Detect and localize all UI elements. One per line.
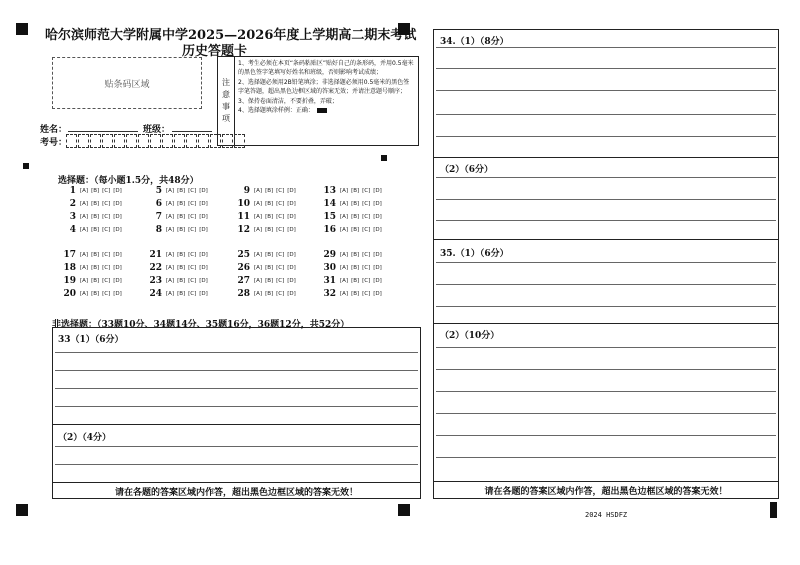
answer-bubble[interactable]: [D] bbox=[373, 252, 382, 258]
answer-bubble[interactable]: [A] bbox=[166, 188, 175, 194]
question-number: 13 bbox=[323, 186, 336, 196]
answer-line[interactable] bbox=[436, 199, 776, 200]
answer-bubble[interactable]: [B] bbox=[351, 188, 360, 194]
answer-line[interactable] bbox=[436, 413, 776, 414]
answer-bubble[interactable]: [B] bbox=[177, 265, 186, 271]
exam-id-cell[interactable] bbox=[114, 134, 125, 148]
answer-bubble[interactable]: [B] bbox=[265, 252, 274, 258]
answer-bubble[interactable]: [D] bbox=[287, 291, 296, 297]
question-number: 31 bbox=[323, 276, 336, 286]
answer-bubble[interactable]: [A] bbox=[340, 252, 349, 258]
question-number: 29 bbox=[323, 250, 336, 260]
answer-bubble[interactable]: [D] bbox=[287, 201, 296, 207]
answer-line[interactable] bbox=[436, 306, 776, 307]
answer-bubble[interactable]: [C] bbox=[362, 278, 371, 284]
exam-id-cell[interactable] bbox=[66, 134, 77, 148]
mc-question bbox=[322, 276, 385, 286]
question-number: 21 bbox=[149, 250, 162, 260]
answer-bubble[interactable]: [D] bbox=[199, 265, 208, 271]
name-label: 姓名： bbox=[40, 125, 68, 135]
answer-bubble[interactable]: [A] bbox=[254, 265, 263, 271]
question-number: 23 bbox=[149, 276, 162, 286]
mc-question bbox=[62, 276, 125, 286]
answer-line[interactable] bbox=[436, 284, 776, 285]
answer-bubble[interactable]: [D] bbox=[373, 291, 382, 297]
answer-bubble[interactable]: [D] bbox=[287, 278, 296, 284]
registration-mark-small-mid bbox=[381, 155, 387, 161]
mc-question bbox=[322, 212, 385, 222]
answer-bubble[interactable]: [C] bbox=[102, 291, 111, 297]
answer-bubble[interactable]: [B] bbox=[351, 265, 360, 271]
answer-bubble[interactable]: [D] bbox=[113, 214, 122, 220]
mc-question bbox=[322, 263, 385, 273]
answer-bubble[interactable]: [A] bbox=[166, 278, 175, 284]
answer-bubble[interactable]: [D] bbox=[287, 227, 296, 233]
answer-bubble[interactable]: [D] bbox=[113, 188, 122, 194]
question-number: 30 bbox=[323, 263, 336, 273]
mc-question bbox=[236, 250, 299, 260]
answer-bubble[interactable]: [A] bbox=[166, 265, 175, 271]
question-number: 11 bbox=[237, 212, 250, 222]
mc-question bbox=[236, 263, 299, 273]
answer-bubble[interactable]: [D] bbox=[113, 265, 122, 271]
answer-bubble[interactable]: [D] bbox=[287, 214, 296, 220]
registration-mark-bottom-left bbox=[16, 504, 28, 516]
exam-id-cell[interactable] bbox=[78, 134, 89, 148]
answer-bubble[interactable]: [A] bbox=[80, 265, 89, 271]
answer-bubble[interactable]: [A] bbox=[340, 278, 349, 284]
answer-bubble[interactable]: [A] bbox=[340, 201, 349, 207]
question-number: 27 bbox=[237, 276, 250, 286]
mc-question bbox=[148, 212, 211, 222]
answer-line[interactable] bbox=[55, 464, 418, 465]
answer-bubble[interactable]: [D] bbox=[287, 265, 296, 271]
answer-bubble[interactable]: [C] bbox=[362, 188, 371, 194]
answer-bubble[interactable]: [C] bbox=[276, 291, 285, 297]
footer-divider bbox=[434, 481, 778, 482]
name-field[interactable] bbox=[68, 131, 138, 132]
mc-question bbox=[62, 199, 125, 209]
question-34-1-label: 34.（1）（8分） bbox=[440, 37, 509, 47]
answer-bubble[interactable]: [B] bbox=[351, 227, 360, 233]
answer-bubble[interactable]: [D] bbox=[199, 278, 208, 284]
answer-bubble[interactable]: [D] bbox=[113, 291, 122, 297]
answer-line[interactable] bbox=[436, 136, 776, 137]
answer-bubble[interactable]: [D] bbox=[287, 188, 296, 194]
answer-bubble[interactable]: [D] bbox=[199, 214, 208, 220]
notice-item: 3、保持卷面清洁，不要折叠，弄破； bbox=[238, 97, 338, 105]
answer-bubble[interactable]: [B] bbox=[351, 201, 360, 207]
answer-bubble[interactable]: [C] bbox=[362, 291, 371, 297]
mc-question bbox=[322, 250, 385, 260]
question-number: 25 bbox=[237, 250, 250, 260]
mc-question bbox=[148, 276, 211, 286]
registration-mark-bottom-right bbox=[770, 502, 777, 518]
question-number: 9 bbox=[243, 186, 250, 196]
question-number: 12 bbox=[237, 225, 250, 235]
answer-bubble[interactable]: [C] bbox=[102, 278, 111, 284]
answer-bubble[interactable]: [D] bbox=[113, 252, 122, 258]
answer-bubble[interactable]: [C] bbox=[188, 265, 197, 271]
answer-bubble[interactable]: [D] bbox=[373, 201, 382, 207]
section-divider bbox=[53, 424, 420, 425]
answer-bubble[interactable]: [B] bbox=[91, 278, 100, 284]
answer-bubble[interactable]: [A] bbox=[80, 278, 89, 284]
mc-question bbox=[236, 276, 299, 286]
answer-bubble[interactable]: [A] bbox=[254, 278, 263, 284]
answer-bubble[interactable]: [A] bbox=[340, 188, 349, 194]
question-number: 24 bbox=[149, 289, 162, 299]
answer-bubble[interactable]: [B] bbox=[265, 214, 274, 220]
answer-bubble[interactable]: [C] bbox=[276, 227, 285, 233]
answer-line[interactable] bbox=[436, 220, 776, 221]
answer-bubble[interactable]: [A] bbox=[340, 227, 349, 233]
answer-bubble[interactable]: [A] bbox=[166, 201, 175, 207]
mc-question bbox=[148, 199, 211, 209]
answer-bubble[interactable]: [C] bbox=[188, 252, 197, 258]
answer-bubble[interactable]: [C] bbox=[276, 214, 285, 220]
registration-mark-top-left bbox=[16, 23, 28, 35]
answer-bubble[interactable]: [C] bbox=[276, 252, 285, 258]
mc-question bbox=[322, 186, 385, 196]
question-number: 16 bbox=[323, 225, 336, 235]
answer-bubble[interactable]: [B] bbox=[91, 227, 100, 233]
question-number: 5 bbox=[155, 186, 162, 196]
answer-bubble[interactable]: [A] bbox=[254, 214, 263, 220]
mc-question bbox=[148, 289, 211, 299]
answer-line[interactable] bbox=[436, 114, 776, 115]
question-number: 15 bbox=[323, 212, 336, 222]
notice-box bbox=[217, 56, 419, 146]
section-divider bbox=[434, 239, 778, 240]
mc-question bbox=[62, 186, 125, 196]
multiple-choice-title: 选择题：（每小题1.5分，共48分） bbox=[58, 176, 199, 186]
answer-bubble[interactable]: [C] bbox=[102, 201, 111, 207]
notice-item: 1、考生必须在本页“条码粘贴区”贴好自己的条形码，并用0.5毫米的黑色签字笔填写好姓名和班级，否则影响考试成绩； bbox=[238, 60, 414, 77]
answer-bubble[interactable]: [C] bbox=[102, 214, 111, 220]
answer-bubble[interactable]: [C] bbox=[362, 201, 371, 207]
notice-item: 2、选择题必须用2B铅笔填涂；非选择题必须用0.5毫米的黑色签字笔答题，超出黑色边框区域的答案无效；并请注意题号顺序； bbox=[238, 78, 410, 96]
answer-bubble[interactable]: [D] bbox=[373, 278, 382, 284]
question-number: 18 bbox=[63, 263, 76, 273]
mc-question bbox=[148, 263, 211, 273]
question-number: 10 bbox=[237, 199, 250, 209]
exam-id-cell[interactable] bbox=[222, 134, 233, 148]
answer-bubble[interactable]: [A] bbox=[166, 291, 175, 297]
answer-bubble[interactable]: [C] bbox=[276, 201, 285, 207]
answer-bubble[interactable]: [C] bbox=[102, 265, 111, 271]
answer-bubble[interactable]: [B] bbox=[177, 278, 186, 284]
answer-bubble[interactable]: [D] bbox=[373, 188, 382, 194]
registration-mark-bottom-mid bbox=[398, 504, 410, 516]
answer-line[interactable] bbox=[436, 47, 776, 48]
mc-question bbox=[236, 186, 299, 196]
mc-question bbox=[62, 212, 125, 222]
mc-question bbox=[236, 212, 299, 222]
answer-bubble[interactable]: [B] bbox=[177, 291, 186, 297]
answer-bubble[interactable]: [B] bbox=[265, 188, 274, 194]
question-34-2-label: （2）（6分） bbox=[440, 165, 494, 175]
answer-bubble[interactable]: [B] bbox=[177, 188, 186, 194]
exam-subtitle: 历史答题卡 bbox=[182, 44, 248, 59]
answer-bubble[interactable]: [A] bbox=[166, 227, 175, 233]
answer-bubble[interactable]: [D] bbox=[287, 252, 296, 258]
answer-bubble[interactable]: [B] bbox=[351, 252, 360, 258]
question-number: 32 bbox=[323, 289, 336, 299]
mc-question bbox=[148, 186, 211, 196]
answer-bubble[interactable]: [B] bbox=[351, 214, 360, 220]
answer-bubble[interactable]: [C] bbox=[188, 278, 197, 284]
answer-bubble[interactable]: [B] bbox=[91, 214, 100, 220]
mc-question bbox=[62, 263, 125, 273]
answer-bubble[interactable]: [A] bbox=[80, 252, 89, 258]
answer-bubble[interactable]: [A] bbox=[80, 214, 89, 220]
answer-bubble[interactable]: [D] bbox=[199, 201, 208, 207]
answer-line[interactable] bbox=[436, 435, 776, 436]
footer-divider bbox=[53, 482, 420, 483]
answer-bubble[interactable]: [B] bbox=[177, 227, 186, 233]
exam-id-label: 考号： bbox=[40, 138, 68, 148]
question-number: 2 bbox=[69, 199, 76, 209]
mc-question bbox=[62, 225, 125, 235]
question-35-1-label: 35.（1）（6分） bbox=[440, 249, 509, 259]
section-divider bbox=[434, 323, 778, 324]
class-label: 班级： bbox=[143, 125, 171, 135]
exam-title: 哈尔滨师范大学附属中学2025—2026年度上学期高二期末考试 bbox=[45, 28, 417, 43]
question-number: 8 bbox=[155, 225, 162, 235]
section-divider bbox=[434, 157, 778, 158]
answer-bubble[interactable]: [B] bbox=[265, 201, 274, 207]
question-number: 6 bbox=[155, 199, 162, 209]
mc-question bbox=[148, 225, 211, 235]
answer-bubble[interactable]: [B] bbox=[265, 278, 274, 284]
answer-line[interactable] bbox=[436, 68, 776, 69]
question-number: 26 bbox=[237, 263, 250, 273]
exam-id-cells[interactable] bbox=[66, 134, 246, 148]
answer-bubble[interactable]: [C] bbox=[362, 265, 371, 271]
answer-bubble[interactable]: [C] bbox=[102, 188, 111, 194]
footer-warning: 请在各题的答案区域内作答，超出黑色边框区域的答案无效！ bbox=[114, 488, 358, 498]
footer-warning: 请在各题的答案区域内作答，超出黑色边框区域的答案无效！ bbox=[484, 487, 728, 497]
barcode-area: 贴条码区域 bbox=[52, 57, 202, 109]
exam-id-cell[interactable] bbox=[198, 134, 209, 148]
exam-id-cell[interactable] bbox=[162, 134, 173, 148]
answer-panel-q34-q35 bbox=[433, 29, 779, 499]
mc-question bbox=[62, 250, 125, 260]
question-35-2-label: （2）（10分） bbox=[440, 331, 500, 341]
answer-bubble[interactable]: [A] bbox=[80, 188, 89, 194]
page-code: 2024 HSDFZ bbox=[585, 511, 628, 519]
exam-id-cell[interactable] bbox=[126, 134, 137, 148]
essay-section-title: 非选择题：（33题10分、34题14分、35题16分，36题12分，共52分） bbox=[52, 320, 350, 330]
question-number: 19 bbox=[63, 276, 76, 286]
notice-item: 4、选择题填涂样例：正确： bbox=[238, 106, 414, 115]
answer-bubble[interactable]: [A] bbox=[80, 291, 89, 297]
answer-bubble[interactable]: [B] bbox=[177, 252, 186, 258]
answer-bubble[interactable]: [C] bbox=[102, 252, 111, 258]
answer-line[interactable] bbox=[436, 369, 776, 370]
answer-bubble[interactable]: [A] bbox=[254, 188, 263, 194]
answer-bubble[interactable]: [D] bbox=[199, 291, 208, 297]
answer-bubble[interactable]: [A] bbox=[80, 201, 89, 207]
answer-bubble[interactable]: [C] bbox=[188, 188, 197, 194]
answer-line[interactable] bbox=[55, 388, 418, 389]
mc-question bbox=[322, 225, 385, 235]
exam-id-cell[interactable] bbox=[210, 134, 221, 148]
question-number: 28 bbox=[237, 289, 250, 299]
answer-bubble[interactable]: [B] bbox=[265, 291, 274, 297]
question-number: 22 bbox=[149, 263, 162, 273]
answer-bubble[interactable]: [A] bbox=[254, 252, 263, 258]
answer-line[interactable] bbox=[55, 370, 418, 371]
answer-bubble[interactable]: [A] bbox=[166, 252, 175, 258]
answer-bubble[interactable]: [A] bbox=[340, 291, 349, 297]
question-number: 14 bbox=[323, 199, 336, 209]
answer-panel-q33 bbox=[52, 327, 421, 499]
answer-line[interactable] bbox=[436, 262, 776, 263]
answer-bubble[interactable]: [B] bbox=[351, 291, 360, 297]
answer-bubble[interactable]: [A] bbox=[254, 227, 263, 233]
answer-bubble[interactable]: [A] bbox=[340, 265, 349, 271]
mc-question bbox=[236, 289, 299, 299]
answer-bubble[interactable]: [C] bbox=[188, 214, 197, 220]
answer-bubble[interactable]: [C] bbox=[276, 265, 285, 271]
exam-id-cell[interactable] bbox=[174, 134, 185, 148]
answer-line[interactable] bbox=[436, 457, 776, 458]
answer-bubble[interactable]: [D] bbox=[373, 227, 382, 233]
question-number: 4 bbox=[69, 225, 76, 235]
question-number: 7 bbox=[155, 212, 162, 222]
exam-id-cell[interactable] bbox=[102, 134, 113, 148]
mc-question bbox=[62, 289, 125, 299]
answer-bubble[interactable]: [B] bbox=[265, 265, 274, 271]
answer-bubble[interactable]: [D] bbox=[199, 227, 208, 233]
answer-bubble[interactable]: [D] bbox=[113, 201, 122, 207]
answer-line[interactable] bbox=[55, 352, 418, 353]
answer-bubble[interactable]: [C] bbox=[188, 201, 197, 207]
mc-question bbox=[322, 199, 385, 209]
answer-line[interactable] bbox=[436, 177, 776, 178]
question-33-2-label: （2）（4分） bbox=[58, 433, 112, 443]
answer-bubble[interactable]: [C] bbox=[102, 227, 111, 233]
answer-bubble[interactable]: [C] bbox=[276, 188, 285, 194]
notice-items bbox=[238, 59, 414, 115]
answer-line[interactable] bbox=[55, 446, 418, 447]
answer-line[interactable] bbox=[55, 406, 418, 407]
exam-id-cell[interactable] bbox=[234, 134, 245, 148]
answer-bubble[interactable]: [B] bbox=[177, 214, 186, 220]
question-number: 3 bbox=[69, 212, 76, 222]
answer-bubble[interactable]: [D] bbox=[199, 188, 208, 194]
exam-id-cell[interactable] bbox=[138, 134, 149, 148]
mc-question bbox=[236, 225, 299, 235]
answer-bubble[interactable]: [B] bbox=[91, 252, 100, 258]
mc-question bbox=[236, 199, 299, 209]
answer-line[interactable] bbox=[436, 391, 776, 392]
answer-bubble[interactable]: [A] bbox=[340, 214, 349, 220]
filled-sample-mark bbox=[317, 108, 327, 113]
notice-heading: 注 意 事 项 bbox=[218, 57, 235, 145]
answer-bubble[interactable]: [C] bbox=[362, 252, 371, 258]
registration-mark-small-left bbox=[23, 163, 29, 169]
mc-question bbox=[148, 250, 211, 260]
answer-bubble[interactable]: [D] bbox=[373, 265, 382, 271]
answer-bubble[interactable]: [A] bbox=[166, 214, 175, 220]
answer-bubble[interactable]: [A] bbox=[254, 291, 263, 297]
answer-bubble[interactable]: [C] bbox=[188, 291, 197, 297]
answer-bubble[interactable]: [D] bbox=[113, 278, 122, 284]
answer-bubble[interactable]: [D] bbox=[113, 227, 122, 233]
answer-bubble[interactable]: [B] bbox=[265, 227, 274, 233]
answer-line[interactable] bbox=[436, 90, 776, 91]
answer-bubble[interactable]: [B] bbox=[91, 265, 100, 271]
answer-bubble[interactable]: [D] bbox=[373, 214, 382, 220]
answer-bubble[interactable]: [B] bbox=[351, 278, 360, 284]
answer-bubble[interactable]: [B] bbox=[91, 291, 100, 297]
question-33-1-label: 33（1）（6分） bbox=[58, 335, 124, 345]
answer-bubble[interactable]: [A] bbox=[254, 201, 263, 207]
answer-bubble[interactable]: [C] bbox=[276, 278, 285, 284]
mc-question bbox=[322, 289, 385, 299]
answer-bubble[interactable]: [D] bbox=[199, 252, 208, 258]
question-number: 1 bbox=[69, 186, 76, 196]
answer-bubble[interactable]: [A] bbox=[80, 227, 89, 233]
answer-bubble[interactable]: [C] bbox=[188, 227, 197, 233]
answer-bubble[interactable]: [B] bbox=[177, 201, 186, 207]
exam-id-cell[interactable] bbox=[186, 134, 197, 148]
class-field[interactable] bbox=[172, 131, 212, 132]
question-number: 17 bbox=[63, 250, 76, 260]
exam-id-cell[interactable] bbox=[150, 134, 161, 148]
answer-bubble[interactable]: [C] bbox=[362, 227, 371, 233]
exam-id-cell[interactable] bbox=[90, 134, 101, 148]
answer-line[interactable] bbox=[436, 347, 776, 348]
answer-bubble[interactable]: [B] bbox=[91, 188, 100, 194]
answer-bubble[interactable]: [B] bbox=[91, 201, 100, 207]
question-number: 20 bbox=[63, 289, 76, 299]
answer-bubble[interactable]: [C] bbox=[362, 214, 371, 220]
